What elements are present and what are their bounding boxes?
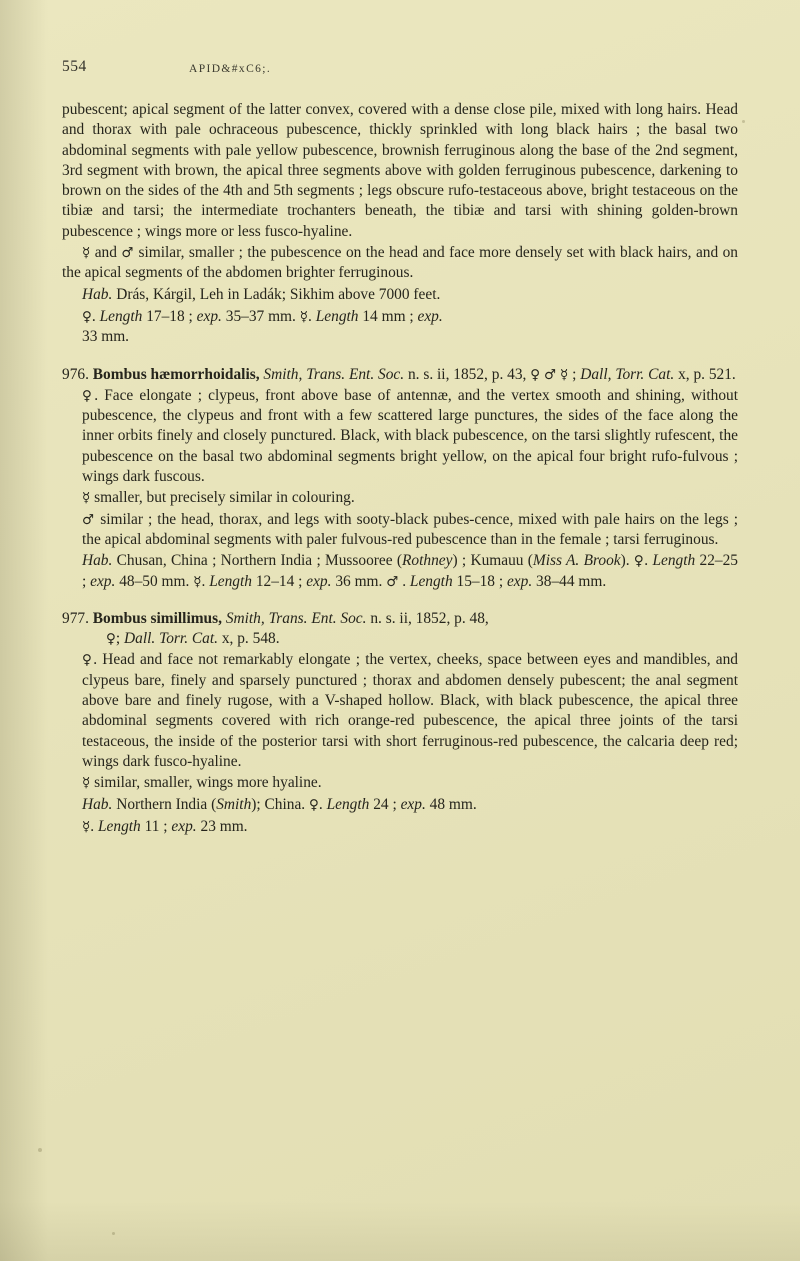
reference-author-2: Dall, [580,365,612,383]
worker-symbol-icon: ☿ [82,818,91,835]
species-name: Bombus simillimus, [92,609,222,627]
reference-detail: n. s. ii, 1852, p. 43, [404,365,531,383]
length-label-m: Length [409,572,453,590]
page-content [62,58,738,837]
female-description [62,650,738,772]
worker-symbol-icon: ☿ [82,245,91,262]
exp-label: exp. [196,307,222,325]
description-text: . Head and face not remarkably elongate ; the vertex, cheeks, space between eyes and mandibles, and clypeus bare, finely and sparsely punctured ; thorax and abdomen densely pubescent; the anal segment above bare and finely rugose, with a V-shaped hollow. Black, with black pubescence, the apical three abdominal segments covered with rich orange-red pubescence, the apical three joints of the tarsi testaceous, the inside of the posterior tarsi with short ferruginous-red pubescence, the calcaria deep red; wings dark fusco-hyaline. [82,651,738,770]
species-name: Bombus hæmorrhoidalis, [92,365,260,383]
length-value-w: 11 ; [144,817,172,835]
hab-collector: Rothney [402,552,453,570]
male-symbol-icon: ♂ [386,573,399,590]
reference-title-2: Torr. Cat. [159,630,218,648]
female-symbol-icon: ♀ [633,553,645,570]
worker-measurements: ☿. Length 11 ; exp. 23 mm. [82,817,248,835]
hab-label: Hab. [82,795,113,813]
hab-label: Hab. [82,552,113,570]
page-number: 554 [62,58,87,75]
exp-value-m: 38–44 mm. [536,572,607,590]
male-symbol-icon: ♂ [82,511,96,528]
description-text: smaller, but precisely similar in colouring. [90,489,355,507]
hab-collector: Smith [216,795,252,813]
worker-symbol-icon: ☿ [82,775,91,792]
species-author: Smith, [225,609,265,627]
female-description [62,386,738,487]
exp-label: exp. [400,795,426,813]
worker-symbol-icon: ☿ [193,573,202,590]
hab-text-2: ) ; Kumauu ( [452,552,533,570]
worker-symbol-icon: ☿ [299,308,309,325]
paper-speck [742,120,745,123]
female-symbol-icon: ♀ [82,387,95,404]
worker-description [62,773,738,793]
male-symbol-icon: ♂ [121,245,135,262]
species-author: Smith, [263,365,303,383]
hab-text: Drás, Kárgil, Leh in Ladák; Sikhim above 7000 feet. [112,285,441,303]
reference-author-2: Dall. [124,630,156,648]
exp-label-w: exp. [306,572,332,590]
length-value-2: 14 mm ; [362,307,418,325]
exp-value: 35–37 mm. [225,307,296,325]
habitat-and-measurements: Hab. Chusan, China ; Northern India ; Mussooree (Rothney) ; Kumauu (Miss A. Brook). ♀. Length 22–25 ; exp. 48–50 mm. ☿. Length 12–14 ; exp. 36 mm. ♂ . Length 15–18 ; exp. 38–44 mm. [82,552,738,590]
measurement-continuation: 33 mm. [82,328,130,346]
worker-symbol-icon: ☿ [559,366,569,383]
running-head: APID&#xC6;. [189,63,272,75]
paragraph-measurements: ♀. Length 17–18 ; exp. 35–37 mm. ☿. Length 14 mm ; exp. 33 mm. [82,307,443,346]
reference-title: Trans. Ent. Soc. [306,365,405,383]
entry-number: 976. [62,365,89,383]
paragraph-text: pubescent; apical segment of the latter convex, covered with a dense close pile, mixed with long hairs. Head and thorax with pale ochraceous pubescence, thickly sprinkled with long black hairs ; the basal two abdominal segments with pale yellow pubescence, brownish ferruginous along the base of the 2nd segment, 3rd segment with brown, the apical three segments above with golden ferruginous pubescence, darkening to brown on the sides of the 4th and 5th segments ; legs obscure rufo-testaceous above, bright testaceous on the tibiæ and tarsi; the intermediate trochanters beneath, the tibiæ and tarsi with shining golden-brown pubescence ; wings more or less fusco-hyaline. [62,101,738,240]
exp-value-w: 23 mm. [200,817,248,835]
exp-label-w: exp. [171,817,197,835]
female-symbol-icon: ♀ [106,631,116,648]
hab-text: Northern India ( [112,795,217,813]
paragraph-sexes [62,243,738,284]
reference-detail-2: x, p. 548. [218,630,280,648]
length-label-2: Length [315,307,359,325]
worker-symbol-icon: ☿ [82,490,91,507]
description-text: similar ; the head, thorax, and legs with sooty-black pubes-cence, mixed with pale hairs on the legs ; the apical abdominal segments with paler fulvous-red pubescence than in the female ; tarsi ferruginous. [82,510,738,548]
female-symbol-icon: ♀ [309,796,319,813]
species-entry-heading [62,365,738,385]
exp-label: exp. [90,572,116,590]
length-label-w: Length [98,817,141,835]
paper-speck [38,1148,42,1152]
length-value: 24 ; [373,795,401,813]
page-bottom-shadow [0,1201,800,1261]
length-value: 17–18 ; [146,307,197,325]
entry-number: 977. [62,609,89,627]
male-description [62,510,738,551]
male-symbol-icon: ♂ [543,366,557,383]
exp-value-w: 36 mm. [335,572,387,590]
description-text: similar, smaller, wings more hyaline. [90,774,322,792]
hab-text-3: ). [620,552,634,570]
length-value-w: 12–14 ; [255,572,307,590]
page-header [62,58,738,80]
paragraph-text-pre: and [90,244,122,262]
length-label-w: Length [209,572,252,590]
length-value: 22–25 ; [82,552,738,590]
female-symbol-icon: ♀ [82,652,94,669]
female-symbol-icon: ♀ [530,366,541,383]
exp-label-2: exp. [417,307,443,325]
reference-detail: n. s. ii, 1852, p. 48, [366,609,489,627]
paragraph-text-post: similar, smaller ; the pubescence on the head and face more densely set with black hairs, and on the apical segments of the abdomen brighter ferruginous. [62,244,738,282]
exp-value: 48–50 mm. [119,572,190,590]
habitat-and-measurements: Hab. Northern India (Smith); China. ♀. Length 24 ; exp. 48 mm. [82,795,477,813]
worker-description [62,488,738,508]
hab-text-2: ); China. [251,795,309,813]
hab-label: Hab. [82,285,113,303]
female-symbol-icon: ♀ [82,308,92,325]
paragraph-continuation [62,100,738,242]
paper-speck [112,1232,115,1235]
paragraph-habitat [62,285,738,305]
length-value-m: 15–18 ; [456,572,507,590]
reference-title-2: Torr. Cat. [615,365,675,383]
length-label: Length [99,307,143,325]
exp-label-m: exp. [506,572,533,590]
reference-separator: ; [568,365,581,383]
species-entry-heading: 977. Bombus simillimus, Smith, Trans. Ent. Soc. n. s. ii, 1852, p. 48, ♀; Dall. Torr. Cat. x, p. 548. [62,609,489,648]
exp-value: 48 mm. [429,795,477,813]
hab-collector-2: Miss A. Brook [532,552,621,570]
page-edge-shadow [0,0,48,1261]
length-label: Length [326,795,370,813]
length-label: Length [652,552,696,570]
hab-text: Chusan, China ; Northern India ; Mussooree ( [112,552,403,570]
reference-title: Trans. Ent. Soc. [268,609,367,627]
reference-detail-2: x, p. 521. [674,365,736,383]
description-text: . Face elongate ; clypeus, front above base of antennæ, and the vertex smooth and shining, without pubescence, the clypeus and front with a few scattered large punctures, the sides of the face along the inner orbits finely and closely punctured. Black, with black pubescence, on the tarsi slightly rufescent, the pubescence on the basal two abdominal segments bright yellow, on the apical four bright rufo-fulvous ; wings dark fuscous. [82,386,738,486]
